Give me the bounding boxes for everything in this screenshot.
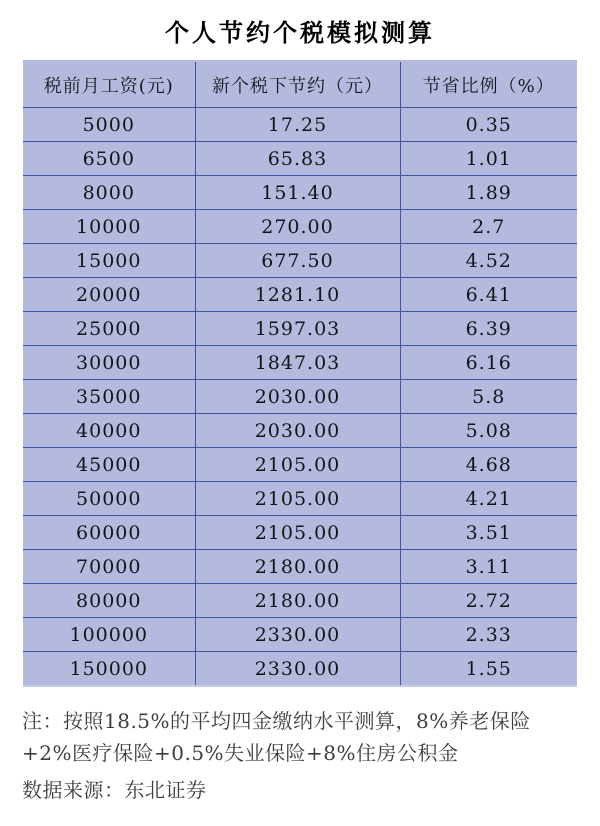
cell-savings-amount: 65.83 xyxy=(195,142,400,176)
table-row xyxy=(23,346,577,380)
table-row xyxy=(23,618,577,652)
cell-savings-amount: 270.00 xyxy=(195,210,400,244)
cell-savings-ratio: 4.68 xyxy=(400,448,577,482)
cell-pretax-salary: 30000 xyxy=(23,346,195,380)
cell-savings-amount: 2030.00 xyxy=(195,380,400,414)
table-row xyxy=(23,210,577,244)
cell-savings-amount: 151.40 xyxy=(195,176,400,210)
cell-savings-ratio: 3.51 xyxy=(400,516,577,550)
cell-savings-ratio: 4.52 xyxy=(400,244,577,278)
table-row xyxy=(23,550,577,584)
cell-savings-amount: 2030.00 xyxy=(195,414,400,448)
table-row xyxy=(23,516,577,550)
table-row xyxy=(23,176,577,210)
cell-pretax-salary: 15000 xyxy=(23,244,195,278)
cell-savings-ratio: 1.89 xyxy=(400,176,577,210)
tax-savings-table xyxy=(23,62,577,685)
cell-savings-amount: 2330.00 xyxy=(195,652,400,686)
cell-pretax-salary: 100000 xyxy=(23,618,195,652)
cell-pretax-salary: 25000 xyxy=(23,312,195,346)
cell-savings-amount: 2105.00 xyxy=(195,482,400,516)
table-body xyxy=(23,108,577,686)
note-text: 注：按照18.5%的平均四金缴纳水平测算，8%养老保险+2%医疗保险+0.5%失业保险+8%住房公积金 xyxy=(22,709,531,765)
table-row xyxy=(23,380,577,414)
table-row xyxy=(23,142,577,176)
cell-savings-ratio: 1.01 xyxy=(400,142,577,176)
cell-pretax-salary: 35000 xyxy=(23,380,195,414)
cell-savings-amount: 1281.10 xyxy=(195,278,400,312)
cell-pretax-salary: 6500 xyxy=(23,142,195,176)
cell-savings-ratio: 6.41 xyxy=(400,278,577,312)
data-source-text: 数据来源：东北证券 xyxy=(22,778,207,802)
cell-savings-ratio: 2.7 xyxy=(400,210,577,244)
table-wrap xyxy=(23,60,577,687)
cell-pretax-salary: 150000 xyxy=(23,652,195,686)
cell-savings-ratio: 6.16 xyxy=(400,346,577,380)
header-pretax-monthly-salary: 税前月工资(元) xyxy=(23,62,195,108)
table-row xyxy=(23,244,577,278)
header-row xyxy=(23,62,577,108)
cell-savings-amount: 2105.00 xyxy=(195,448,400,482)
cell-savings-ratio: 5.8 xyxy=(400,380,577,414)
cell-pretax-salary: 70000 xyxy=(23,550,195,584)
cell-savings-ratio: 1.55 xyxy=(400,652,577,686)
table-row xyxy=(23,108,577,142)
table-row xyxy=(23,584,577,618)
cell-pretax-salary: 10000 xyxy=(23,210,195,244)
cell-pretax-salary: 40000 xyxy=(23,414,195,448)
cell-savings-ratio: 0.35 xyxy=(400,108,577,142)
cell-savings-ratio: 4.21 xyxy=(400,482,577,516)
cell-pretax-salary: 60000 xyxy=(23,516,195,550)
cell-savings-amount: 2180.00 xyxy=(195,550,400,584)
cell-savings-amount: 1847.03 xyxy=(195,346,400,380)
cell-savings-amount: 2330.00 xyxy=(195,618,400,652)
table-row xyxy=(23,278,577,312)
table-row xyxy=(23,448,577,482)
cell-savings-ratio: 6.39 xyxy=(400,312,577,346)
cell-savings-amount: 2180.00 xyxy=(195,584,400,618)
cell-pretax-salary: 50000 xyxy=(23,482,195,516)
header-savings-ratio: 节省比例（%） xyxy=(400,62,577,108)
cell-savings-amount: 17.25 xyxy=(195,108,400,142)
cell-pretax-salary: 80000 xyxy=(23,584,195,618)
cell-savings-amount: 2105.00 xyxy=(195,516,400,550)
cell-pretax-salary: 8000 xyxy=(23,176,195,210)
cell-pretax-salary: 45000 xyxy=(23,448,195,482)
table-row xyxy=(23,312,577,346)
cell-pretax-salary: 20000 xyxy=(23,278,195,312)
cell-savings-ratio: 5.08 xyxy=(400,414,577,448)
table-row xyxy=(23,482,577,516)
table-row xyxy=(23,652,577,686)
table-row xyxy=(23,414,577,448)
header-savings-under-new-tax: 新个税下节约（元） xyxy=(195,62,400,108)
cell-savings-amount: 1597.03 xyxy=(195,312,400,346)
cell-savings-ratio: 2.72 xyxy=(400,584,577,618)
cell-savings-amount: 677.50 xyxy=(195,244,400,278)
cell-savings-ratio: 3.11 xyxy=(400,550,577,584)
cell-savings-ratio: 2.33 xyxy=(400,618,577,652)
cell-pretax-salary: 5000 xyxy=(23,108,195,142)
page-title: 个人节约个税模拟测算 xyxy=(165,18,435,47)
